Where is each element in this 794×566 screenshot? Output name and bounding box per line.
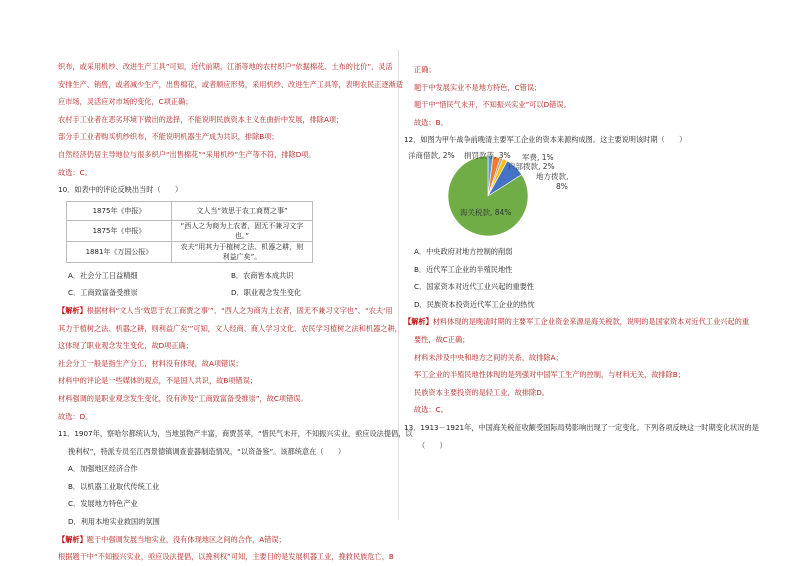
option: A．加强地区经济合作 [68,464,138,474]
analysis-line: 自然经济仍居主导地位与很多织户“出售棉花”“采用机纱”生产等不符，排除D项。 [58,149,316,159]
q10-table [66,201,313,263]
pie-label: 军费, 1% [522,152,554,162]
analysis-line: 安排生产、销售，或者减少生产，出售棉花，或者顺应形势，采用机纱、改进生产工具等，表明农民正逐渐适 [58,79,404,89]
table-row [67,220,313,241]
analysis-line: 故选：C。 [414,405,448,415]
table-row [67,201,313,220]
option: C．发展地方特色产业 [68,499,138,509]
pie-label-percent: 8% [556,181,568,191]
analysis-line: 社会分工一般是指生产分工，材料没有体现，故A项错误； [58,358,243,368]
analysis-line: 应市场，灵活应对市场的变化，C项正确； [58,97,193,107]
analysis-text: 根据材料“文人当‘效思于农工商贾之事’”、“西人之为商为上农者，固无不兼习文字也”、“农夫‘用 [86,305,393,315]
analysis-tag: 【解析】 [58,305,87,315]
option: C．国家资本对近代工业兴起的重要性 [414,282,535,292]
analysis-text: 材料体现的是晚清时期的主要军工企业资金来源是海关税款，说明的是国家资本对近代工业兴起的重 [432,317,750,327]
pie-label: 地方拨款, [536,171,569,181]
table-row [67,241,313,262]
pie-label: 洋商借款, 2% [408,150,455,160]
analysis-line: 故选：C。 [58,167,92,177]
table-cell: 农夫“用其力于植树之法、机器之耕，则利益广矣”。 [172,241,313,262]
analysis-line: 故选：D。 [58,411,93,421]
left-column [58,58,413,566]
analysis-line: 材料中的评论是一些媒体的观点，不是国人共识，故B项错误； [58,376,257,386]
q9-analysis-tail [58,58,404,181]
q10-option-b: B．农商皆本成共识 [231,270,294,280]
analysis-line: 题干中发展实业不是地方特色，C错误； [414,82,542,92]
analysis-text: 题干中强调发展当地实业，没有体现地区之间的合作，A错误； [86,534,286,544]
table-cell: 1875年《申报》 [67,220,172,241]
q12-stem: 12．如图为甲午战争前晚清主要军工企业的资本来源构成图。这主要说明该时期（ ） [404,135,687,145]
analysis-line: 部分手工业者购买机纱织布，不能说明机器生产成为共识，排除B项； [58,132,279,142]
table-cell: 1881年《万国公报》 [67,241,172,262]
option: A．中央政府对地方控制的削弱 [414,246,513,256]
analysis-line: 农村手工业者在恶劣环境下做出的选择，不能说明民族资本主义在曲折中发展，排除A项； [58,114,344,124]
analysis-line: 题干中“惜民气未开，不知振兴实业”可以D错误。 [414,100,571,110]
analysis-line: 故选：B。 [414,117,448,127]
analysis-tag: 【解析】 [58,534,87,544]
analysis-line: 这体现了职业观念发生变化，故D项正确； [58,341,193,351]
q10-options-row-2 [58,284,394,302]
q11-options [58,460,394,530]
stem-line: 11．1907年，察哈尔都统认为，当地虽物产丰富，商贾荟萃，“惜民气未开，不知振兴实业，亟应设法提倡，以 [58,429,413,439]
analysis-line [58,531,394,549]
option: B．以机器工业取代传统工业 [68,481,160,491]
option: D．民族资本投资近代军工企业的热忱 [414,299,535,309]
analysis-line [58,302,394,320]
option: D．利用本地实业救国的氛围 [68,517,160,527]
column-divider [398,50,399,520]
analysis-line: 民族资本主要投资的是轻工业，故排除D。 [414,387,549,397]
capital-source-pie-chart [404,149,604,241]
analysis-line: 其力于植树之法、机器之耕，则利益广矣’”可知，文人经商、商人学习文化、农民学习植树之法和机器之耕， [58,323,402,333]
analysis-line: 军工企业的半殖民地性体现的是列强对中国军工生产的控制，与材料无关，故排除B； [414,370,685,380]
analysis-line: 根据题干中“不知振兴实业，亟应设法提倡，以挽利权”可知，主要目的是发展机器工业，挽救民族危亡，B [58,552,394,562]
analysis-line: 材料强调的是职业观念发生变化，没有涉及“工商致富备受推崇”，故C项错误。 [58,393,308,403]
q12-options [404,243,764,313]
q12-analysis [404,313,764,419]
q13-stem: 13．1913－1921年，中国海关税征收额受国际局势影响出现了一定变化。下列各项反映这一时期变化状况的是 [404,422,759,432]
q10-option-a: A．社会分工日益精细 [68,270,138,280]
table-cell: 文人当“效思于农工商贾之事” [172,201,313,220]
q10-option-d: D．职业观念发生变化 [231,288,302,298]
table-cell: “西人之为商为上农者，固无不兼习文字也。” [172,220,313,241]
table-cell: 1875年《申报》 [67,201,172,220]
analysis-tag: 【解析】 [404,317,433,327]
q11-stem [58,425,413,460]
q11-analysis [58,531,394,566]
right-column [404,61,764,454]
q10-option-c: C．工商致富备受推崇 [68,288,138,298]
q10-stem: 10．如表中的评论反映出当时（ ） [58,185,183,195]
analysis-line: 织布，或采用机纱、改进生产工具”可知，近代前期，江浙等地的农村织户“依据棉花、土布的比价”，灵活 [58,62,393,71]
analysis-line [404,313,764,331]
option: B．近代军工企业的半殖民地性 [414,264,513,274]
analysis-line: 正确； [414,65,436,74]
stem-line: 挽利权”，特派专员至江西景德镇调查瓷器制造情况，“以资备鉴”。该都统意在（ ） [68,446,346,456]
analysis-line: 材料未涉及中央和地方之间的关系，故排除A； [414,352,563,362]
q10-analysis [58,302,402,425]
q13-answer-blank: （ ） [418,440,447,450]
pie-label: 捐罚款等, 3% [464,150,511,160]
pie-label: 海关税款, 84% [460,207,512,217]
analysis-line: 要性，故C正确； [414,334,470,344]
q10-options-row-1 [58,267,394,285]
pie-label: 户部拨款, 2% [508,161,555,171]
q11-analysis-tail [404,61,764,131]
